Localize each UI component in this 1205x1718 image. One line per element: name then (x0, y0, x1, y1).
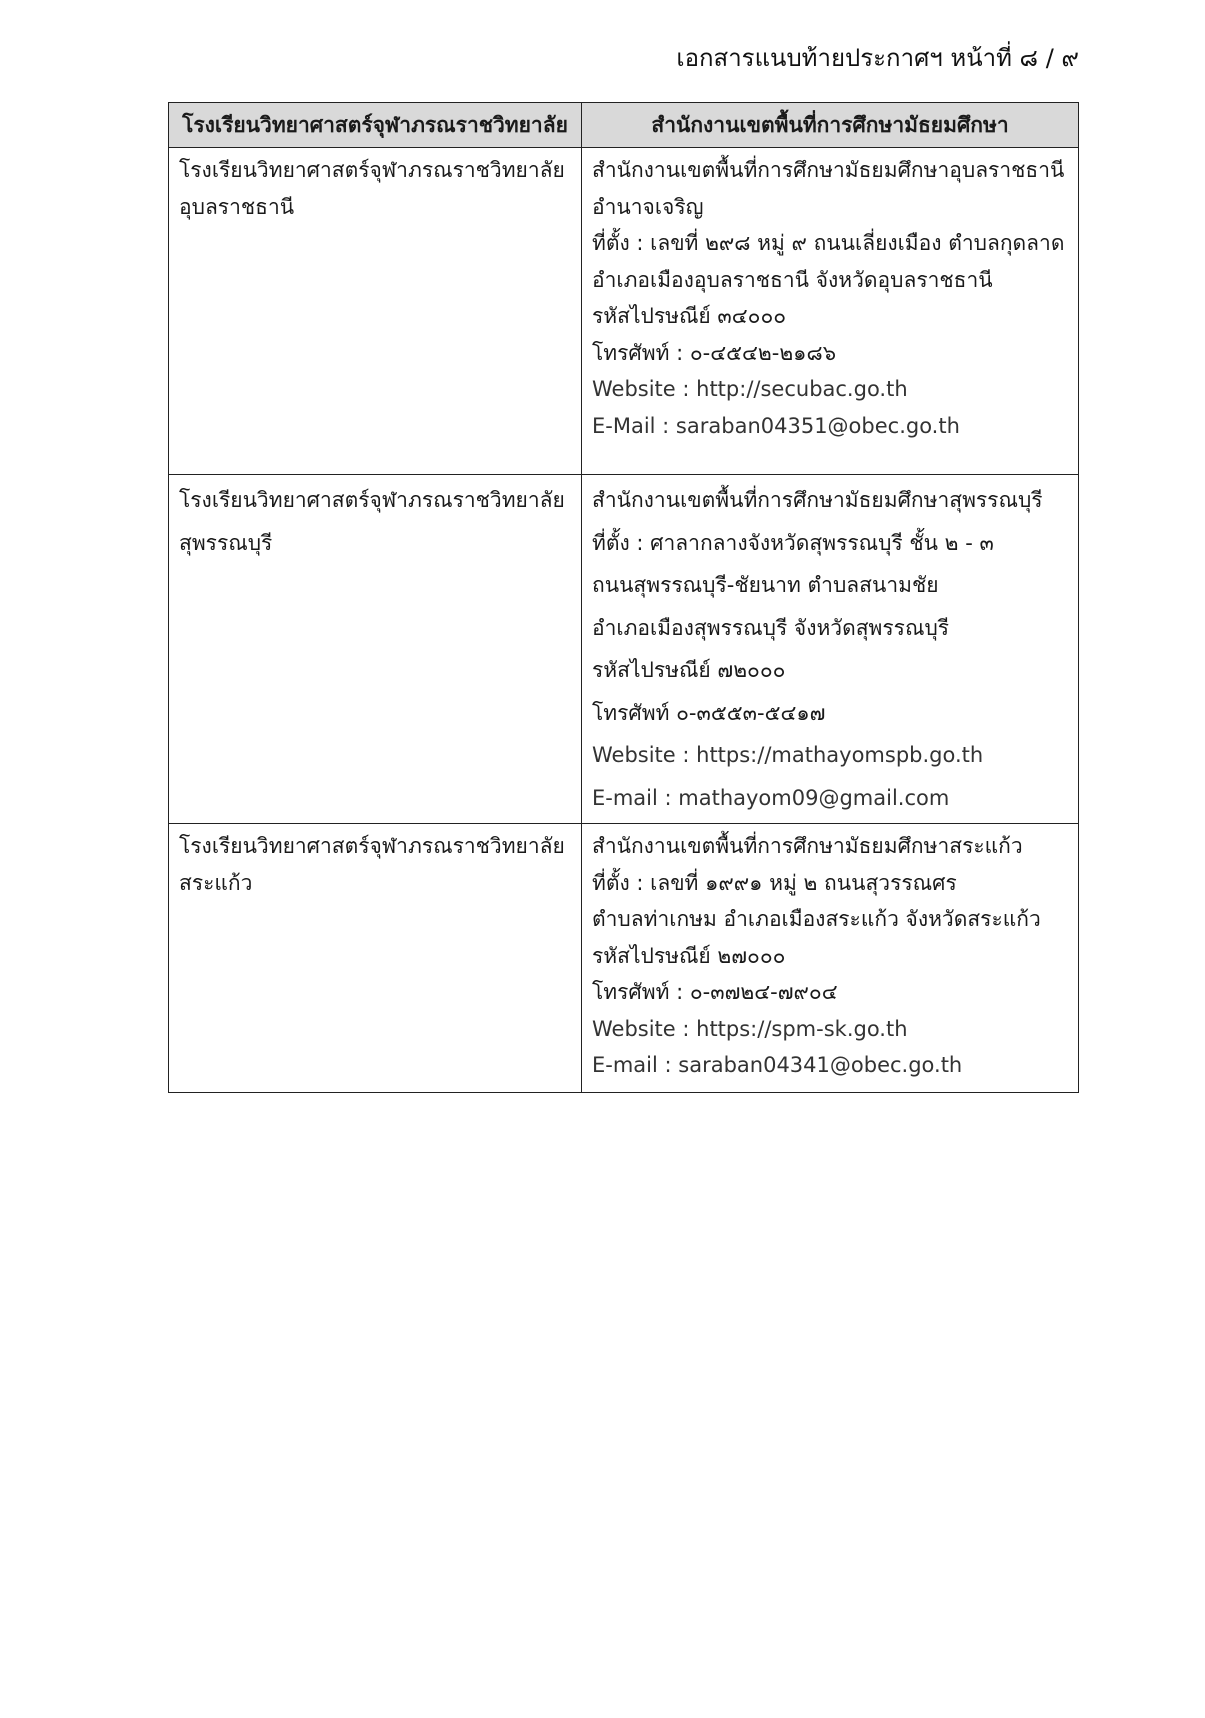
office-cell (582, 475, 1079, 824)
school-name: โรงเรียนวิทยาศาสตร์จุฬาภรณราชวิทยาลัย (179, 834, 565, 858)
table-row (169, 824, 1079, 1093)
page-reference: เอกสารแนบท้ายประกาศฯ หน้าที่ ๘ / ๙ (676, 44, 1079, 72)
table-header-row (169, 103, 1079, 148)
table-row (169, 148, 1079, 475)
office-name: สำนักงานเขตพื้นที่การศึกษามัธยมศึกษาสุพรรณบุรี (592, 488, 1043, 512)
office-address-cont: ตำบลท่าเกษม อำเภอเมืองสระแก้ว จังหวัดสระแก้ว (592, 907, 1041, 931)
office-address: ที่ตั้ง : ศาลากลางจังหวัดสุพรรณบุรี ชั้น ๒ - ๓ (592, 530, 994, 555)
office-phone: โทรศัพท์ : ๐-๔๕๔๒-๒๑๘๖ (592, 340, 837, 365)
column-header-school: โรงเรียนวิทยาศาสตร์จุฬาภรณราชวิทยาลัย (169, 103, 582, 148)
office-name: สำนักงานเขตพื้นที่การศึกษามัธยมศึกษาอุบลราชธานี (592, 158, 1065, 182)
office-cell (582, 824, 1079, 1093)
school-province: สระแก้ว (179, 870, 253, 895)
column-header-office: สำนักงานเขตพื้นที่การศึกษามัธยมศึกษา (582, 103, 1079, 148)
office-website: Website : http://secubac.go.th (592, 377, 908, 401)
office-email: E-mail : mathayom09@gmail.com (592, 785, 950, 810)
school-province: อุบลราชธานี (179, 194, 295, 219)
office-table (168, 102, 1079, 1093)
school-province: สุพรรณบุรี (179, 530, 273, 555)
office-postcode: รหัสไปรษณีย์ ๒๗๐๐๐ (592, 943, 786, 968)
school-name: โรงเรียนวิทยาศาสตร์จุฬาภรณราชวิทยาลัย (179, 158, 565, 182)
office-name: สำนักงานเขตพื้นที่การศึกษามัธยมศึกษาสระแก้ว (592, 834, 1023, 858)
office-phone: โทรศัพท์ : ๐-๓๗๒๔-๗๙๐๔ (592, 980, 838, 1004)
table-row (169, 475, 1079, 824)
office-address-cont: อำเภอเมืองสุพรรณบุรี จังหวัดสุพรรณบุรี (592, 615, 950, 640)
office-postcode: รหัสไปรษณีย์ ๗๒๐๐๐ (592, 658, 786, 682)
school-cell (169, 475, 582, 824)
office-website: Website : https://spm-sk.go.th (592, 1016, 908, 1041)
school-cell (169, 148, 582, 475)
office-cell (582, 148, 1079, 475)
office-phone: โทรศัพท์ ๐-๓๕๕๓-๕๔๑๗ (592, 700, 826, 725)
office-website: Website : https://mathayomspb.go.th (592, 743, 984, 767)
office-postcode: รหัสไปรษณีย์ ๓๔๐๐๐ (592, 304, 787, 328)
office-name-cont: อำนาจเจริญ (592, 194, 704, 219)
office-address-cont: ถนนสุพรรณบุรี-ชัยนาท ตำบลสนามชัย (592, 573, 939, 597)
school-name: โรงเรียนวิทยาศาสตร์จุฬาภรณราชวิทยาลัย (179, 488, 565, 512)
office-address: ที่ตั้ง : เลขที่ ๑๙๙๑ หมู่ ๒ ถนนสุวรรณศร (592, 870, 957, 895)
office-address-cont: อำเภอเมืองอุบลราชธานี จังหวัดอุบลราชธานี (592, 267, 993, 292)
office-email: E-mail : saraban04341@obec.go.th (592, 1053, 963, 1077)
office-email: E-Mail : saraban04351@obec.go.th (592, 413, 960, 438)
school-cell (169, 824, 582, 1093)
office-address: ที่ตั้ง : เลขที่ ๒๙๘ หมู่ ๙ ถนนเลี่ยงเมือง ตำบลกุดลาด (592, 231, 1065, 255)
